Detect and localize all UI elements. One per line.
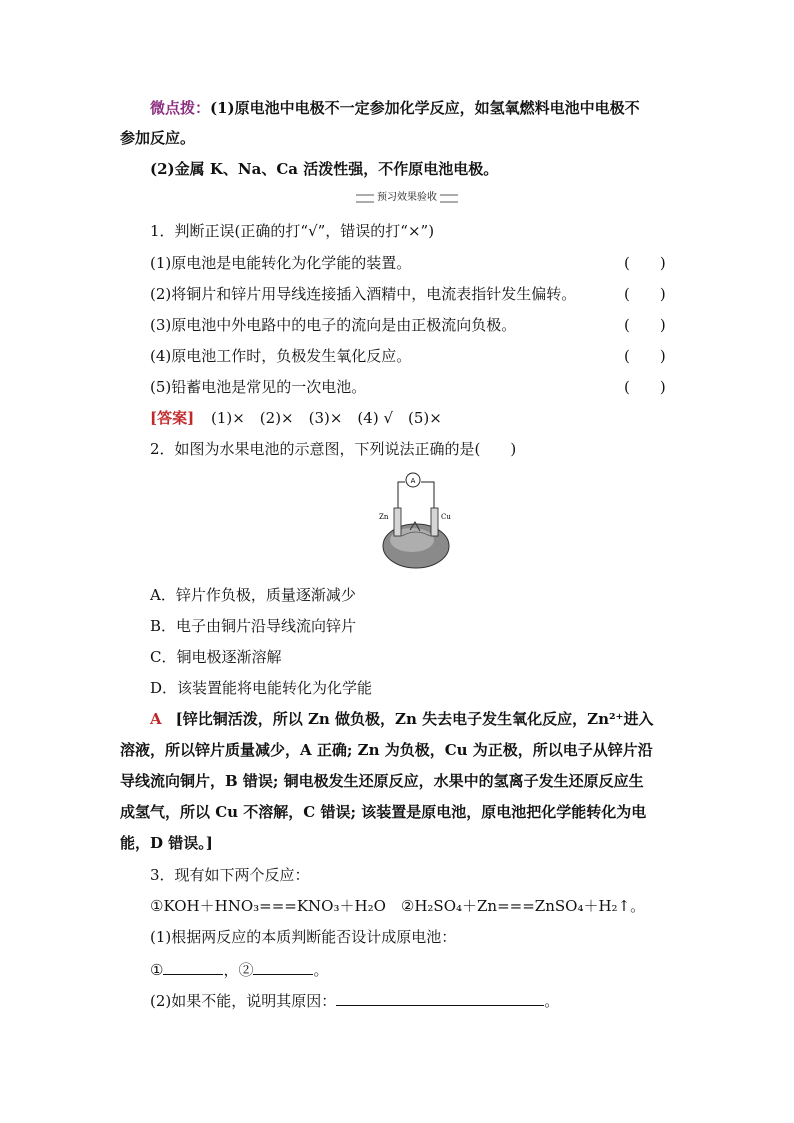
q1-paren-3: ( ) — [624, 316, 666, 334]
q2-stem: 2．如图为水果电池的示意图，下列说法正确的是( ) — [150, 440, 517, 458]
answer-label: [答案] — [150, 409, 195, 427]
cu-label: Cu — [441, 513, 451, 521]
q2-option-a: A．锌片作负极，质量逐渐减少 — [150, 586, 356, 604]
q1-answer-line — [150, 408, 442, 428]
q2-option-c: C．铜电极逐渐溶解 — [150, 648, 282, 666]
q1-item-3: (3)原电池中外电路中的电子的流向是由正极流向负极。 — [150, 316, 517, 334]
q2-explanation-5: 能，D 错误。] — [120, 834, 213, 852]
ammeter-label: A — [410, 477, 416, 485]
tip-line-3: (2)金属 K、Na、Ca 活泼性强，不作原电池电极。 — [150, 160, 499, 178]
tip-text-1: (1)原电池中电极不一定参加化学反应，如氢氧燃料电池中电极不 — [210, 99, 640, 117]
q1-item-5: (5)铅蓄电池是常见的一次电池。 — [150, 378, 367, 396]
q3-sub1: (1)根据两反应的本质判断能否设计成原电池： — [150, 928, 457, 946]
section-banner — [356, 191, 458, 205]
q3-stem: 3．现有如下两个反应： — [150, 866, 310, 884]
zn-label: Zn — [379, 513, 389, 521]
fruit-battery-diagram — [372, 470, 462, 570]
q2-option-d: D．该装置能将电能转化为化学能 — [150, 679, 373, 697]
q3-reactions: ①KOH＋HNO₃===KNO₃＋H₂O ②H₂SO₄＋Zn===ZnSO₄＋H₂↑。 — [150, 897, 646, 915]
q1-answer: (1)× (2)× (3)× (4) √ (5)× — [210, 409, 442, 427]
blank-separator: ，② — [223, 961, 254, 979]
q2-explanation-text-1: [锌比铜活泼，所以 Zn 做负极，Zn 失去电子发生氧化反应，Zn²⁺进入 — [175, 710, 654, 728]
q1-stem: 1．判断正误(正确的打“√”，错误的打“×”) — [150, 222, 435, 240]
banner-title: 预习效果验收 — [377, 192, 437, 203]
q3-blank-line — [150, 958, 328, 980]
q1-item-4: (4)原电池工作时，负极发生氧化反应。 — [150, 347, 412, 365]
q2-explanation-3: 导线流向铜片，B 错误; 铜电极发生还原反应，水果中的氢离子发生还原反应生 — [120, 772, 644, 790]
q2-explanation-2: 溶液，所以锌片质量减少，A 正确; Zn 为负极，Cu 为正极，所以电子从锌片沿 — [120, 741, 653, 759]
q1-item-2: (2)将铜片和锌片用导线连接插入酒精中，电流表指针发生偏转。 — [150, 285, 577, 303]
q2-explanation-1 — [150, 709, 653, 729]
q2-explanation-4: 成氢气，所以 Cu 不溶解，C 错误; 该装置是原电池，原电池把化学能转化为电 — [120, 803, 647, 821]
q1-paren-4: ( ) — [624, 347, 666, 365]
fruit-battery-svg — [372, 470, 462, 570]
q2-answer-letter: A — [150, 710, 162, 728]
tip-line-1 — [150, 98, 640, 118]
q1-paren-2: ( ) — [624, 285, 666, 303]
q1-item-1: (1)原电池是电能转化为化学能的装置。 — [150, 254, 412, 272]
zn-electrode — [394, 508, 401, 536]
q3-sub2: (2)如果不能，说明其原因： — [150, 992, 337, 1010]
answer-blank-1[interactable] — [163, 958, 223, 975]
q1-paren-5: ( ) — [624, 378, 666, 396]
tip-label: 微点拨： — [150, 99, 211, 117]
blank-end: 。 — [313, 961, 329, 979]
tip-line-2: 参加反应。 — [120, 129, 196, 147]
answer-blank-3[interactable] — [336, 989, 544, 1006]
q3-sub2-end: 。 — [544, 992, 560, 1010]
cu-electrode — [431, 508, 438, 536]
q3-sub2-line — [150, 989, 559, 1011]
blank1-prefix: ① — [150, 961, 164, 979]
q2-option-b: B．电子由铜片沿导线流向锌片 — [150, 617, 357, 635]
q1-paren-1: ( ) — [624, 254, 666, 272]
answer-blank-2[interactable] — [253, 958, 313, 975]
